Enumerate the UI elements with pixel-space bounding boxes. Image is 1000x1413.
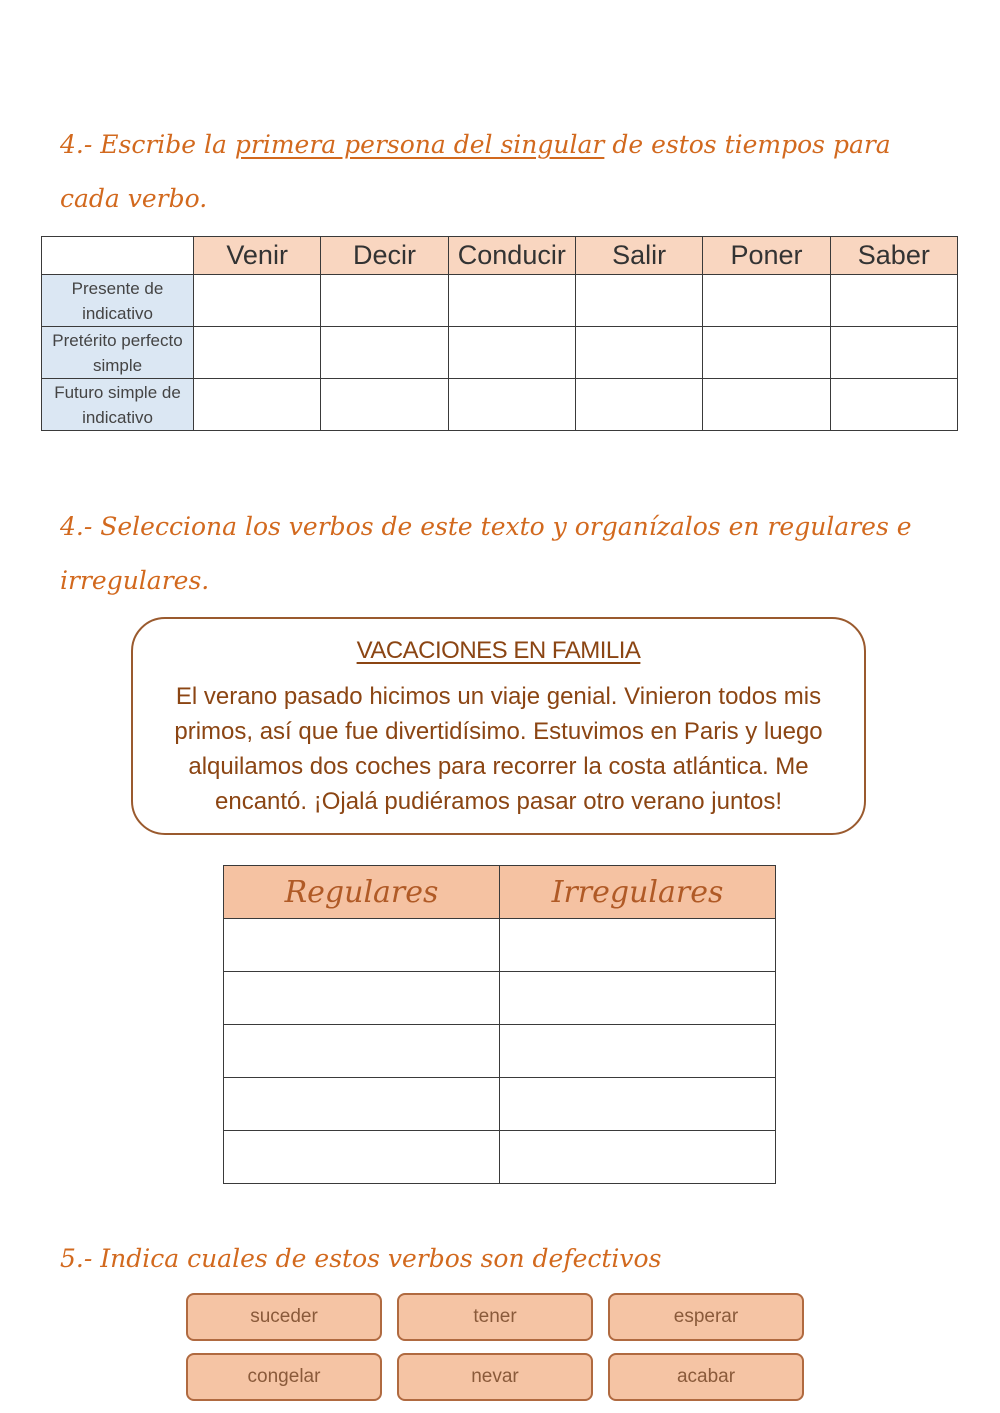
answer-cell[interactable] [703, 275, 830, 327]
option-acabar[interactable]: acabar [608, 1353, 804, 1401]
answer-cell[interactable] [500, 972, 776, 1025]
answer-cell[interactable] [448, 379, 575, 431]
reading-text: El verano pasado hicimos un viaje genial. Vinieron todos mis primos, así que fue divertidísimo. Estuvimos en Paris y luego alquilamos dos coches para recorrer la costa atlántica. Me encantó. ¡Ojalá pudiéramos pasar otro verano juntos! [174, 683, 823, 815]
answer-cell[interactable] [500, 1078, 776, 1131]
column-header-salir: Salir [575, 237, 702, 275]
answer-cell[interactable] [224, 1131, 500, 1184]
row-label-presente: Presente de indicativo [42, 275, 194, 327]
heading-underlined-text: primera persona del singular [234, 130, 605, 159]
exercise-2-heading: 4.- Selecciona los verbos de este texto y organízalos en regulares e irregulares. [60, 512, 912, 595]
answer-cell[interactable] [321, 327, 448, 379]
option-esperar[interactable]: esperar [608, 1293, 804, 1341]
option-suceder[interactable]: suceder [186, 1293, 382, 1341]
answer-cell[interactable] [321, 275, 448, 327]
column-header-poner: Poner [703, 237, 830, 275]
answer-cell[interactable] [448, 327, 575, 379]
column-header-conducir: Conducir [448, 237, 575, 275]
exercise-3-heading: 5.- Indica cuales de estos verbos son defectivos [60, 1244, 662, 1273]
heading-text: Escribe la [100, 130, 227, 159]
answer-cell[interactable] [224, 1078, 500, 1131]
column-header-saber: Saber [830, 237, 957, 275]
exercise-number: 4.- [60, 130, 93, 159]
conjugation-table [41, 236, 958, 431]
answer-cell[interactable] [575, 275, 702, 327]
table-corner [42, 237, 194, 275]
answer-cell[interactable] [224, 919, 500, 972]
answer-cell[interactable] [575, 327, 702, 379]
answer-cell[interactable] [830, 275, 957, 327]
answer-cell[interactable] [703, 327, 830, 379]
option-congelar[interactable]: congelar [186, 1353, 382, 1401]
column-header-decir: Decir [321, 237, 448, 275]
row-label-preterito: Pretérito perfecto simple [42, 327, 194, 379]
answer-cell[interactable] [500, 919, 776, 972]
answer-cell[interactable] [194, 379, 321, 431]
row-label-futuro: Futuro simple de indicativo [42, 379, 194, 431]
column-header-venir: Venir [194, 237, 321, 275]
answer-cell[interactable] [224, 1025, 500, 1078]
answer-cell[interactable] [575, 379, 702, 431]
answer-cell[interactable] [703, 379, 830, 431]
column-header-irregulares: Irregulares [500, 866, 776, 919]
answer-cell[interactable] [500, 1131, 776, 1184]
reading-text-box [131, 617, 866, 835]
answer-cell[interactable] [448, 275, 575, 327]
option-tener[interactable]: tener [397, 1293, 593, 1341]
exercise-1-heading [60, 118, 940, 226]
answer-cell[interactable] [830, 327, 957, 379]
verb-classification-table [223, 865, 776, 1184]
answer-cell[interactable] [194, 275, 321, 327]
option-nevar[interactable]: nevar [397, 1353, 593, 1401]
answer-cell[interactable] [830, 379, 957, 431]
answer-cell[interactable] [194, 327, 321, 379]
answer-cell[interactable] [321, 379, 448, 431]
answer-cell[interactable] [224, 972, 500, 1025]
column-header-regulares: Regulares [224, 866, 500, 919]
answer-cell[interactable] [500, 1025, 776, 1078]
heading-text-end: de estos tiempos para cada verbo. [60, 130, 891, 213]
reading-title: VACACIONES EN FAMILIA [356, 637, 641, 664]
